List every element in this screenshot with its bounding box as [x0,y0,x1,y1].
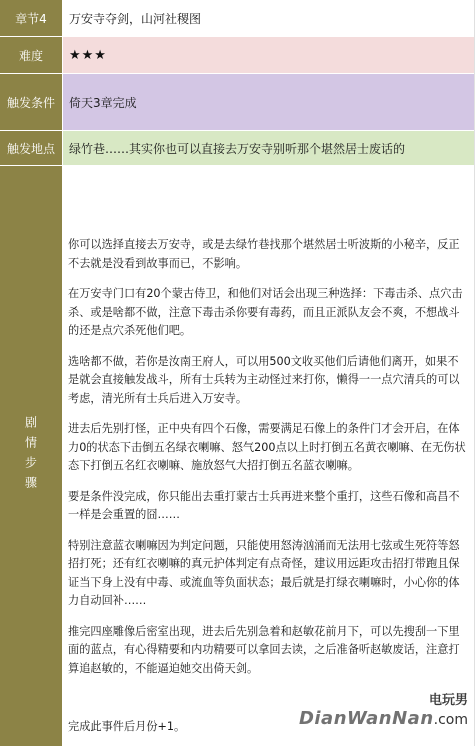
step-paragraph-5: 要是条件没完成，你只能出去重打蒙古士兵再进来整个重打，这些石像和高昌不一样是会重置的囧…… [68,489,460,521]
trigger-location-row [0,131,474,165]
watermark-suffix: .com [433,712,468,728]
chapter-row [0,0,474,36]
trigger-condition-label: 触发条件 [0,74,63,130]
chapter-label: 章节4 [0,0,63,36]
difficulty-value [63,37,474,73]
step-paragraph-2: 在万安寺门口有20个蒙古侍卫，和他们对话会出现三种选择：下毒击杀、点穴击杀、或是啥都不做，注意下毒击杀你要有毒药，而且正派队友会不爽，不想战斗的还是点穴杀死他们吧。 [68,287,463,337]
difficulty-label: 难度 [0,37,63,73]
watermark-en: DianWanNan [298,708,434,729]
difficulty-stars: ★★★ [69,47,107,63]
step-paragraph-7: 推完四座雕像后密室出现，进去后先别急着和赵敏花前月下，可以先搜刮一下里面的蓝点，有心得精要和内功精要可以拿回去读，之后准备听赵敏废话，注意打算追赵敏的，不能逼迫她交出倚天剑。 [68,624,460,675]
steps-footer: 完成此事件后月份+1。 [68,720,186,733]
step-paragraph-6: 特别注意蓝衣喇嘛因为判定问题，只能使用怒涛汹涌而无法用七弦或生死符等怒招打死；还有红衣喇嘛的真元护体判定有点奇怪，建议用远距攻击招打带跑且保证当下身上没有中毒、或流血等负面状态；最后就是打绿衣喇嘛时，小心你的体力自动回补…… [68,538,460,607]
chapter-value: 万安寺夺剑，山河社稷图 [63,0,474,36]
step-paragraph-3: 选啥都不做，若你是汝南王府人，可以用500文收买他们后请他们离开，如果不是就会直接触发战斗，所有士兵转为主动怪过来打你，懒得一一点穴清兵的可以考虑，清光所有士兵后进入万安寺。 [68,354,460,405]
watermark [299,689,468,729]
watermark-cn: 电玩男 [428,693,468,708]
trigger-location-label: 触发地点 [0,131,63,165]
steps-row [0,166,474,746]
trigger-location-value: 绿竹巷……其实你也可以直接去万安寺别听那个堪然居士废话的 [63,131,474,165]
trigger-condition-row [0,74,474,130]
trigger-condition-value: 倚天3章完成 [63,74,474,130]
step-paragraph-4: 进去后先别打怪，正中央有四个石像，需要满足石像上的条件门才会开启，在体力0的状态下击倒五名绿衣喇嘛、怒气200点以上时打倒五名黄衣喇嘛、在无伤状态下打倒五名红衣喇嘛、施放怒气大招打倒五名蓝衣喇嘛。 [68,422,466,472]
steps-label [0,166,63,746]
steps-body [68,236,469,690]
steps-label-text: 剧情步骤 [23,416,38,496]
difficulty-row [0,37,474,73]
steps-content [63,166,474,746]
step-paragraph-1: 你可以选择直接去万安寺，或是去绿竹巷找那个堪然居士听波斯的小秘辛，反正不去就是没看到故事而已，不影响。 [68,238,460,270]
